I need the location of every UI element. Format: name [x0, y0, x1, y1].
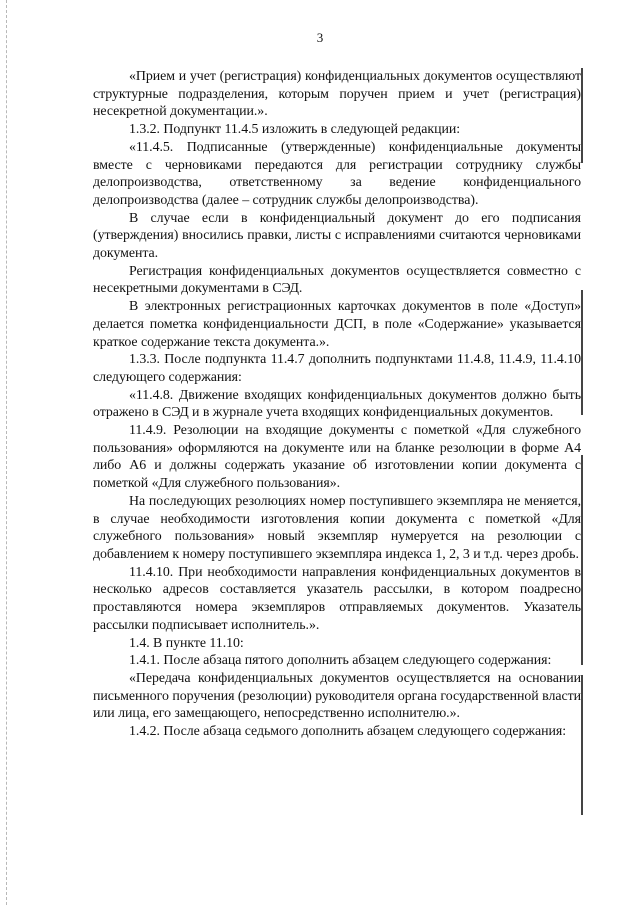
scan-edge-line	[6, 0, 8, 905]
paragraph: «11.4.8. Движение входящих конфиденциальных документов должно быть отражено в СЭД и в журнале учета входящих конфиденциальных документов.	[93, 387, 581, 421]
scan-margin-line	[581, 455, 583, 665]
paragraph: 1.4.1. После абзаца пятого дополнить абзацем следующего содержания:	[129, 653, 552, 669]
paragraph: 1.4. В пункте 11.10:	[129, 635, 244, 651]
paragraph: «Прием и учет (регистрация) конфиденциальных документов осуществляют структурные подразделения, которым поручен прием и учет (регистрация) несекретной документации.».	[93, 69, 581, 120]
scan-margin-line	[581, 675, 583, 815]
paragraph: 1.3.3. После подпункта 11.4.7 дополнить подпунктами 11.4.8, 11.4.9, 11.4.10 следующего содержания:	[93, 352, 581, 385]
paragraph: На последующих резолюциях номер поступившего экземпляра не меняется, в случае необходимости изготовления копии документа с пометкой «Для служебного пользования» новый экземпляр нумеруется на резолюции с добавлением к номеру поступившего экземпляра индекса 1, 2, 3 и т.д. через дробь.	[93, 493, 581, 562]
document-body	[93, 68, 581, 741]
paragraph: 1.4.2. После абзаца седьмого дополнить абзацем следующего содержания:	[129, 724, 567, 740]
paragraph: Регистрация конфиденциальных документов осуществляется совместно с несекретными документами в СЭД.	[93, 263, 581, 297]
scan-margin-line	[581, 290, 583, 415]
paragraph: 11.4.9. Резолюции на входящие документы с пометкой «Для служебного пользования» оформляются на документе или на бланке резолюции в форме А4 либо А6 и должны содержать указание об изготовлении копии документа с пометкой «Для служебного пользования».	[93, 423, 581, 492]
paragraph: В электронных регистрационных карточках документов в поле «Доступ» делается пометка конфиденциальности ДСП, в поле «Содержание» указывается краткое содержание текста документа.».	[93, 299, 581, 350]
paragraph: «11.4.5. Подписанные (утвержденные) конфиденциальные документы вместе с черновиками передаются для регистрации сотруднику службы делопроизводства, ответственному за ведение конфиденциального делопроизводства (далее – сотрудник службы делопроизводства).	[93, 139, 581, 208]
paragraph: 1.3.2. Подпункт 11.4.5 изложить в следующей редакции:	[129, 122, 461, 138]
paragraph: «Передача конфиденциальных документов осуществляется на основании письменного поручения (резолюции) руководителя органа государственной власти или лица, его замещающего, непосредственно исполнителю.».	[93, 670, 581, 722]
page-number: 3	[316, 30, 324, 45]
paragraph: 11.4.10. При необходимости направления конфиденциальных документов в несколько адресов составляется указатель рассылки, в котором поадресно проставляются номера экземпляров отправляемых документов. Указатель рассылки подписывает исполнитель.».	[93, 564, 581, 633]
scan-margin-line	[581, 68, 583, 163]
paragraph: В случае если в конфиденциальный документ до его подписания (утверждения) вносились правки, листы с исправлениями считаются черновиками документа.	[93, 210, 581, 262]
